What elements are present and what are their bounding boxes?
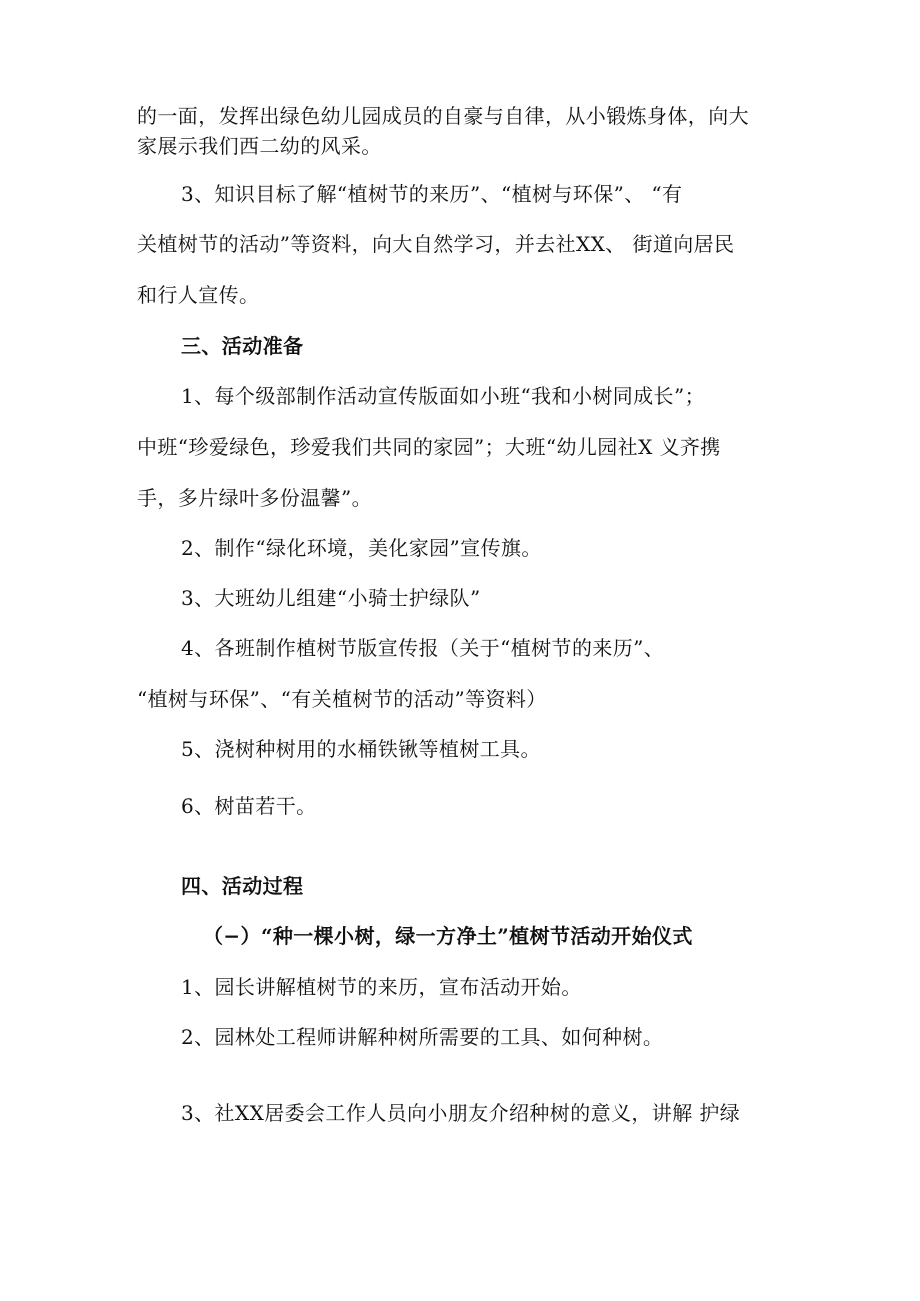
knowledge-goal-line-1: 3、知识目标了解“植树节的来历”、“植树与环保”、 “有 [181, 182, 683, 206]
paragraph-line-1: 的一面，发挥出绿色幼儿园成员的自豪与自律，从小锻炼身体，向大 [137, 104, 749, 128]
prep-item-4-line-2: “植树与环保”、“有关植树节的活动”等资料） [137, 687, 547, 711]
knowledge-goal-line-2: 关植树节的活动”等资料，向大自然学习，并去社XX、 街道向居民 [137, 232, 735, 256]
process-item-1: 1、园长讲解植树节的来历，宣布活动开始。 [181, 975, 582, 999]
prep-item-1-line-2: 中班“珍爱绿色，珍爱我们共同的家园”；大班“幼儿园社X 义齐携 [137, 435, 721, 459]
prep-item-4-line-1: 4、各班制作植树节版宣传报（关于“植树节的来历”、 [181, 636, 665, 660]
process-item-3: 3、社XX居委会工作人员向小朋友介绍种树的意义，讲解 护绿 [181, 1101, 741, 1125]
prep-item-5: 5、浇树种树用的水桶铁锹等植树工具。 [181, 737, 541, 761]
prep-item-1-line-1: 1、每个级部制作活动宣传版面如小班“我和小树同成长”； [181, 384, 705, 408]
knowledge-goal-line-3: 和行人宣传。 [137, 283, 260, 307]
section-heading-process: 四、活动过程 [181, 874, 304, 898]
paragraph-line-2: 家展示我们西二幼的风采。 [137, 134, 382, 158]
process-item-2: 2、园林处工程师讲解种树所需要的工具、如何种树。 [181, 1025, 664, 1049]
prep-item-2: 2、制作“绿化环境，美化家园”宣传旗。 [181, 536, 542, 560]
prep-item-3: 3、大班幼儿组建“小骑士护绿队” [181, 586, 481, 610]
section-heading-preparation: 三、活动准备 [181, 334, 304, 358]
prep-item-6: 6、树苗若干。 [181, 794, 317, 818]
subsection-heading-ceremony: （−）“种一棵小树，绿一方净土”植树节活动开始仪式 [203, 924, 693, 948]
prep-item-1-line-3: 手，多片绿叶多份温馨”。 [137, 486, 373, 510]
